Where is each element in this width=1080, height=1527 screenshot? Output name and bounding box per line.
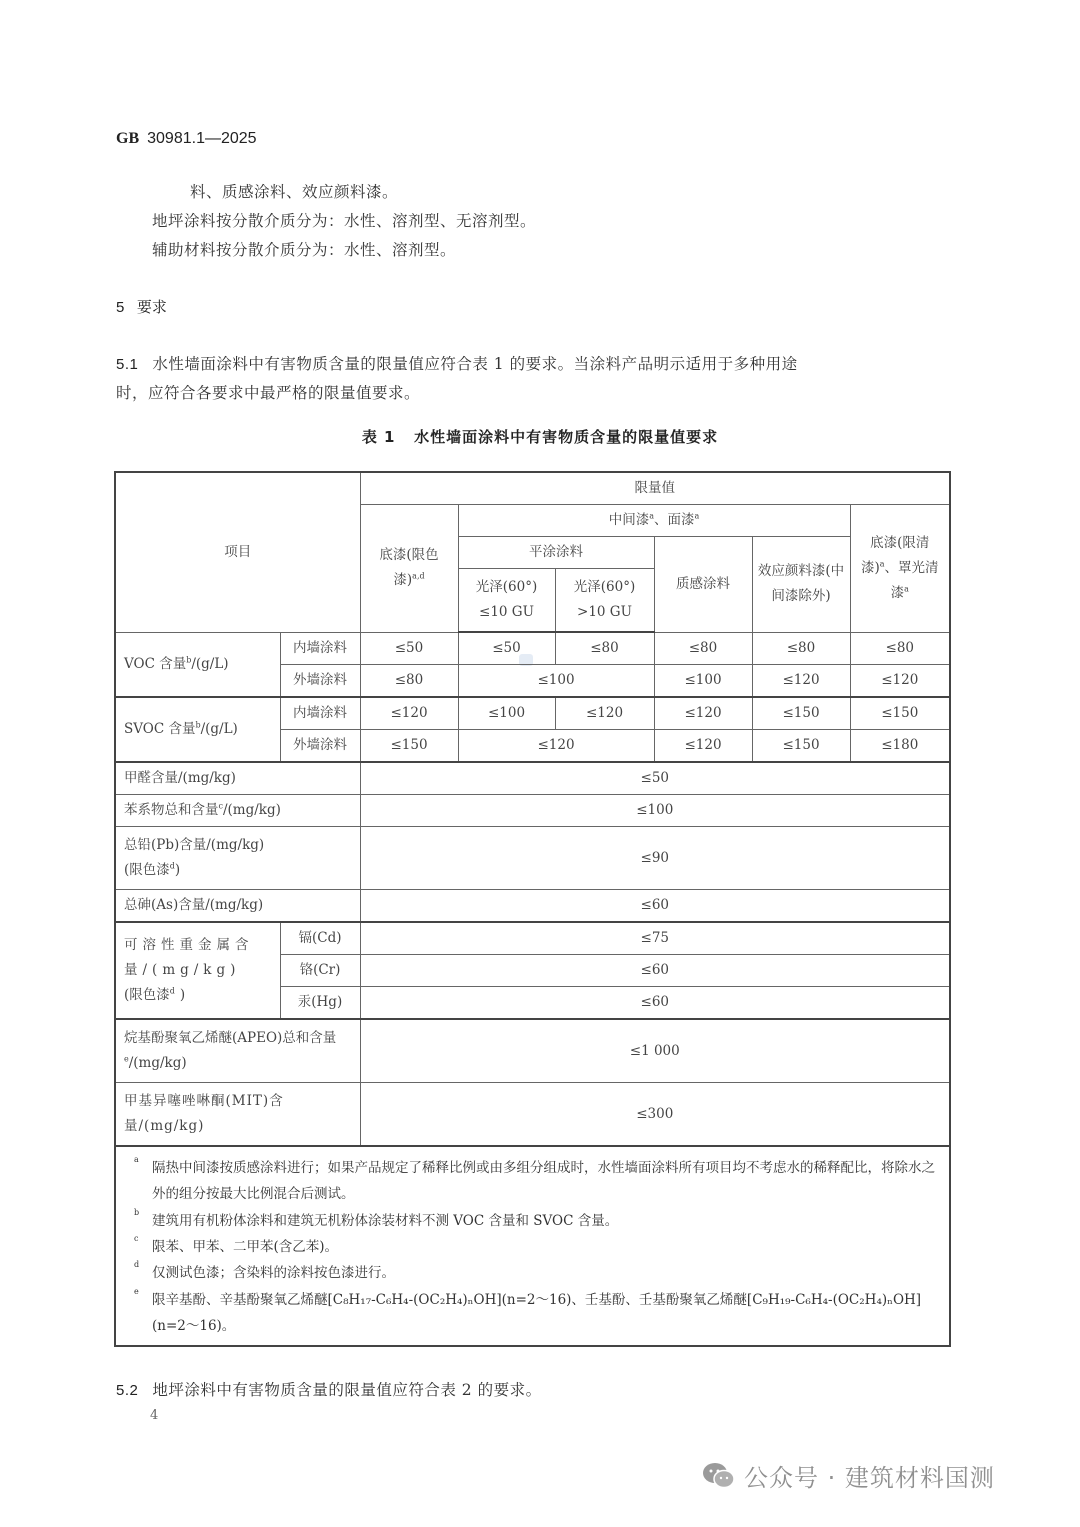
svoc-interior-label: 内墙涂料 (280, 697, 360, 730)
table-cell: ≤180 (850, 730, 950, 763)
section-5-heading: 5 要求 (116, 299, 167, 316)
mercury-label: 汞(Hg) (280, 987, 360, 1020)
formaldehyde-value: ≤50 (360, 762, 950, 795)
header-limit: 限量值 (360, 472, 950, 505)
table-cell: ≤80 (752, 632, 850, 665)
standard-prefix: GB (116, 130, 140, 147)
mit-label: 甲基异噻唑啉酮(MIT)含量/(mg/kg) (115, 1083, 360, 1147)
chromium-value: ≤60 (360, 955, 950, 987)
header-texture: 质感涂料 (654, 537, 752, 633)
table-cell: ≤100 (458, 665, 654, 698)
cadmium-value: ≤75 (360, 922, 950, 955)
header-mid-top: 中间漆$^a$、面漆$^a$ (458, 505, 850, 537)
heavy-metals-label: 可溶性重金属含量/(mg/kg) (限色漆$^d$) (115, 922, 280, 1019)
table-cell: ≤80 (555, 632, 654, 665)
lead-value: ≤90 (360, 827, 950, 890)
header-gloss-low: 光泽(60°) ≤10 GU (458, 569, 555, 633)
table-cell: ≤150 (752, 697, 850, 730)
table-cell: ≤50 (458, 632, 555, 665)
section-5-2-number: 5.2 (116, 1382, 139, 1399)
header-item: 项目 (115, 472, 360, 632)
table-cell: ≤80 (850, 632, 950, 665)
standard-code: 30981.1—2025 (147, 130, 257, 147)
note-d: d 仅测试色漆；含染料的涂料按色漆进行。 (134, 1260, 395, 1282)
standard-number (116, 128, 257, 148)
table-cell: ≤120 (654, 697, 752, 730)
table-1-title: 表 1 水性墙面涂料中有害物质含量的限量值要求 (361, 428, 719, 446)
note-c: c 限苯、甲苯、二甲苯(含乙苯)。 (134, 1233, 339, 1255)
mit-value: ≤300 (360, 1083, 950, 1147)
table-cell: ≤120 (555, 697, 654, 730)
apeo-value: ≤1 000 (360, 1019, 950, 1083)
watermark (702, 1458, 995, 1493)
section-5-2-text: 地坪涂料中有害物质含量的限量值应符合表 2 的要求。 (152, 1381, 542, 1399)
note-e: e 限辛基酚、辛基酚聚氧乙烯醚[C₈H₁₇-C₆H₄-(OC₂H₄)ₙOH](n=2～16)、壬基酚、壬基酚聚氧乙烯醚[C₉H₁₉-C₆H₄-(OC₂H₄)ₙOH](n=2～16)。 (134, 1286, 922, 1334)
voc-interior-label: 内墙涂料 (280, 632, 360, 665)
header-gloss-high: 光泽(60°) >10 GU (555, 569, 654, 633)
header-primer-color: 底漆(限色漆)$^{a,d}$ (360, 505, 458, 633)
note-b: b 建筑用有机粉体涂料和建筑无机粉体涂装材料不测 VOC 含量和 SVOC 含量。 (134, 1207, 619, 1229)
page-number: 4 (150, 1408, 159, 1423)
voc-exterior-label: 外墙涂料 (280, 665, 360, 698)
voc-label: VOC 含量$^b$/(g/L) (115, 632, 280, 697)
benzene-label: 苯系物总和含量$^c$/(mg/kg) (115, 795, 360, 827)
header-clear-primer: 底漆(限清漆)$^a$、罩光清漆$^a$ (850, 505, 950, 633)
table-cell: ≤80 (654, 632, 752, 665)
arsenic-label: 总砷(As)含量/(mg/kg) (115, 890, 360, 923)
intro-line-1: 料、质感涂料、效应颜料漆。 (190, 183, 399, 201)
section-5-2 (116, 1378, 542, 1400)
arsenic-value: ≤60 (360, 890, 950, 923)
table-cell: ≤150 (360, 730, 458, 763)
table-cell: ≤150 (850, 697, 950, 730)
table-cell: ≤80 (360, 665, 458, 698)
note-a: a 隔热中间漆按质感涂料进行；如果产品规定了稀释比例或由多组分组成时，水性墙面涂料所有项目均不考虑水的稀释配比，将除水之外的组分按最大比例混合后测试。 (134, 1155, 935, 1203)
formaldehyde-label: 甲醛含量/(mg/kg) (115, 762, 360, 795)
apeo-label: 烷基酚聚氧乙烯醚(APEO)总和含量$^e$/(mg/kg) (115, 1019, 360, 1083)
table-cell: ≤120 (850, 665, 950, 698)
table-cell: ≤150 (752, 730, 850, 763)
benzene-value: ≤100 (360, 795, 950, 827)
mercury-value: ≤60 (360, 987, 950, 1020)
table-1 (114, 471, 951, 1347)
header-flat: 平涂涂料 (458, 537, 654, 569)
table-cell: ≤120 (360, 697, 458, 730)
table-cell: ≤120 (654, 730, 752, 763)
wechat-icon (702, 1461, 736, 1491)
table-cell: ≤50 (360, 632, 458, 665)
chromium-label: 铬(Cr) (280, 955, 360, 987)
table-cell: ≤120 (752, 665, 850, 698)
intro-line-3: 辅助材料按分散介质分为：水性、溶剂型。 (152, 241, 457, 259)
section-5-1-number: 5.1 (116, 356, 139, 373)
table-cell: ≤120 (458, 730, 654, 763)
table-notes (115, 1146, 950, 1346)
section-5-1 (116, 352, 966, 374)
header-effect: 效应颜料漆(中间漆除外) (752, 537, 850, 633)
watermark-text: 公众号 · 建筑材料国测 (744, 1464, 995, 1492)
table-cell: ≤100 (458, 697, 555, 730)
table-cell: ≤100 (654, 665, 752, 698)
cadmium-label: 镉(Cd) (280, 922, 360, 955)
intro-line-2: 地坪涂料按分散介质分为：水性、溶剂型、无溶剂型。 (152, 212, 537, 230)
svoc-label: SVOC 含量$^b$/(g/L) (115, 697, 280, 762)
svoc-exterior-label: 外墙涂料 (280, 730, 360, 763)
section-5-1-text-line1: 水性墙面涂料中有害物质含量的限量值应符合表 1 的要求。当涂料产品明示适用于多种用途 (152, 355, 798, 373)
section-5-1-text-line2: 时，应符合各要求中最严格的限量值要求。 (116, 384, 421, 402)
lead-label: 总铅(Pb)含量/(mg/kg) (限色漆$^d$) (115, 827, 360, 890)
